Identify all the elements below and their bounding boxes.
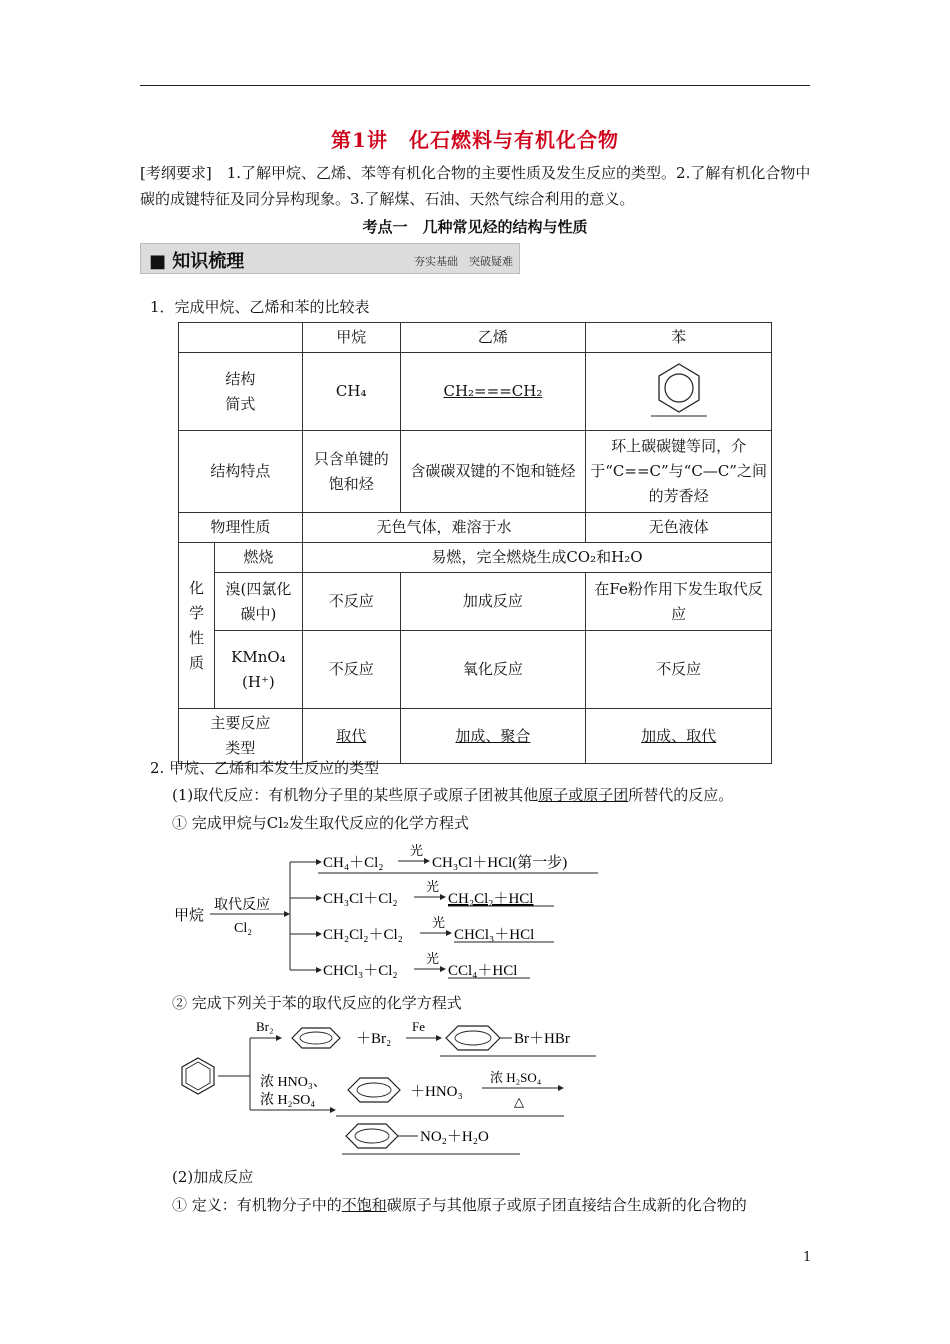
table-row: [179, 573, 772, 631]
equation-row: [290, 879, 554, 907]
cell-benzene-physical: 无色液体: [586, 513, 772, 543]
cell-benzene-feature: 环上碳碳键等同，介于“C==C”与“C—C”之间的芳香烃: [586, 431, 772, 513]
cell-methane-kmno4: 不反应: [302, 631, 400, 709]
benzene-substitution-scheme: [170, 1016, 610, 1158]
item-1-heading: ① 完成甲烷与Cl₂发生取代反应的化学方程式: [172, 814, 470, 832]
benzene-ring-icon: [182, 1058, 214, 1094]
benzene-ring-icon: [348, 1078, 400, 1102]
row-label-physical: 物理性质: [179, 513, 303, 543]
svg-text:光: 光: [426, 951, 440, 966]
header-methane: 甲烷: [302, 323, 400, 353]
cell-ethylene-formula: CH₂===CH₂: [400, 353, 586, 431]
methane-substitution-scheme: [170, 838, 610, 988]
requirements-paragraph: [140, 160, 812, 212]
requirements-tag: [考纲要求]: [140, 164, 212, 182]
branch-nitration-label-2: 浓 H₂SO₄: [260, 1093, 316, 1108]
cell-benzene-kmno4: 不反应: [586, 631, 772, 709]
row-label-feature: 结构特点: [179, 431, 303, 513]
cell-ethylene-feature: 含碳碳双键的不饱和链烃: [400, 431, 586, 513]
table-row: [179, 431, 772, 513]
table-row: [179, 513, 772, 543]
cell-ethylene-kmno4: 氧化反应: [400, 631, 586, 709]
topic-heading: 考点一 几种常见烃的结构与性质: [362, 218, 588, 236]
svg-text:光: 光: [432, 915, 446, 930]
svg-text:光: 光: [410, 843, 424, 858]
header-benzene: 苯: [586, 323, 772, 353]
item-2-heading: ② 完成下列关于苯的取代反应的化学方程式: [172, 994, 462, 1012]
condition-top: 取代反应: [214, 898, 270, 913]
cell-methane-bromine: 不反应: [302, 573, 400, 631]
table-row: [179, 353, 772, 431]
svg-text:CH₃Cl＋Cl₂: CH₃Cl＋Cl₂: [323, 891, 398, 907]
svg-text:CCl₄＋HCl: CCl₄＋HCl: [448, 963, 518, 979]
cell-benzene-bromine: 在Fe粉作用下发生取代反应: [586, 573, 772, 631]
header-ethylene: 乙烯: [400, 323, 586, 353]
benzene-ring-icon: [292, 1028, 340, 1048]
cell-gas-physical: 无色气体，难溶于水: [302, 513, 585, 543]
page-number: 1: [803, 1250, 812, 1265]
row-label-chemical: 化学性质: [179, 543, 215, 709]
cell-methane-reaction: 取代: [302, 709, 400, 764]
table-row: [179, 631, 772, 709]
comparison-table: [178, 322, 772, 764]
cell-ethylene-reaction: 加成、聚合: [400, 709, 586, 764]
benzene-ring-icon: [446, 1026, 500, 1050]
row-label-structure: 结构 简式: [179, 353, 303, 431]
top-rule: [140, 85, 810, 86]
cell-benzene-reaction: 加成、取代: [586, 709, 772, 764]
branch-bromine-label: Br₂: [256, 1019, 274, 1034]
svg-text:光: 光: [426, 879, 440, 894]
row-label-reaction-type: 主要反应类型: [179, 709, 303, 764]
section-2-heading: 2. 甲烷、乙烯和苯发生反应的类型: [150, 759, 380, 777]
benzene-ring-icon: [346, 1124, 398, 1148]
cell-methane-formula: CH₄: [302, 353, 400, 431]
svg-text:Br＋HBr: Br＋HBr: [514, 1031, 570, 1047]
requirements-text: 1.了解甲烷、乙烯、苯等有机化合物的主要性质及发生反应的类型。2.了解有机化合物中碳的成键特征及同分异构现象。3.了解煤、石油、天然气综合利用的意义。: [140, 164, 811, 208]
knowledge-band: [140, 243, 520, 274]
table-row: [179, 709, 772, 764]
table-row: [179, 323, 772, 353]
row-label-kmno4: KMnO₄ (H⁺): [214, 631, 302, 709]
page-title: 第1讲 化石燃料与有机化合物: [331, 128, 619, 152]
table-row: [179, 543, 772, 573]
svg-text:＋Br₂: ＋Br₂: [356, 1031, 392, 1047]
cell-ethylene-bromine: 加成反应: [400, 573, 586, 631]
row-label-bromine: 溴(四氯化碳中): [214, 573, 302, 631]
condition-bottom: Cl₂: [234, 921, 253, 936]
row-label-burn: 燃烧: [214, 543, 302, 573]
svg-text:△: △: [514, 1094, 524, 1109]
svg-text:CH₃Cl＋HCl(第一步): CH₃Cl＋HCl(第一步): [432, 855, 568, 871]
svg-text:CHCl₃＋Cl₂: CHCl₃＋Cl₂: [323, 963, 398, 979]
substitution-definition: (1)取代反应：有机物分子里的某些原子或原子团被其他原子或原子团所替代的反应。: [172, 786, 734, 804]
equation-row: [290, 843, 598, 873]
cell-benzene-structure: [586, 353, 772, 431]
svg-text:NO₂＋H₂O: NO₂＋H₂O: [420, 1129, 489, 1145]
cell-burn-all: 易燃，完全燃烧生成CO₂和H₂O: [302, 543, 771, 573]
svg-text:浓 H₂SO₄: 浓 H₂SO₄: [490, 1070, 542, 1085]
svg-text:CH₄＋Cl₂: CH₄＋Cl₂: [323, 855, 384, 871]
equation-row: [290, 951, 530, 979]
svg-text:CH₂Cl₂＋HCl: CH₂Cl₂＋HCl: [448, 891, 534, 907]
svg-text:＋HNO₃: ＋HNO₃: [410, 1084, 463, 1100]
addition-definition: ① 定义：有机物分子中的不饱和碳原子与其他原子或原子团直接结合生成新的化合物的: [172, 1196, 747, 1214]
equation-row: [290, 915, 554, 943]
svg-text:CH₂Cl₂＋Cl₂: CH₂Cl₂＋Cl₂: [323, 927, 403, 943]
table-cell: [179, 323, 303, 353]
section-1-heading: 1．完成甲烷、乙烯和苯的比较表: [150, 298, 370, 316]
band-title: ■ 知识梳理: [149, 251, 245, 272]
cell-methane-feature: 只含单键的饱和烃: [302, 431, 400, 513]
scheme-start-label: 甲烷: [174, 908, 205, 924]
band-subtitle: 夯实基础 突破疑难: [414, 255, 513, 268]
benzene-ring-icon: [649, 358, 709, 418]
svg-text:Fe: Fe: [412, 1019, 425, 1034]
branch-nitration-label-1: 浓 HNO₃、: [260, 1075, 327, 1090]
svg-text:CHCl₃＋HCl: CHCl₃＋HCl: [454, 927, 535, 943]
addition-heading: (2)加成反应: [172, 1168, 254, 1186]
